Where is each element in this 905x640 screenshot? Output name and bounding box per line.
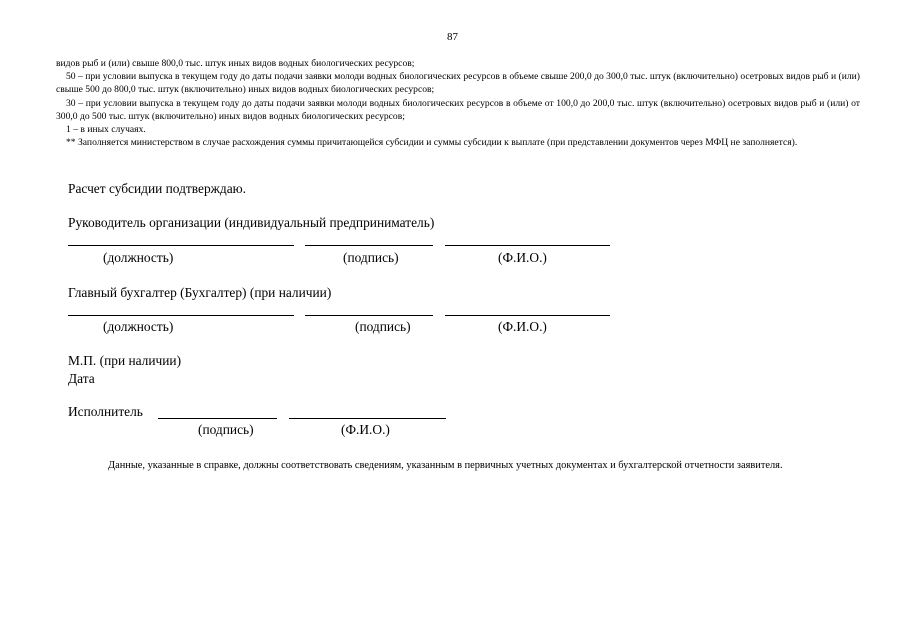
date-label: Дата (68, 371, 95, 386)
head-title: Руководитель организации (индивидуальный предприниматель) (68, 215, 435, 230)
head-name-caption: (Ф.И.О.) (498, 250, 547, 265)
note-line: 1 – в иных случаях. (66, 124, 146, 136)
accountant-position-line[interactable] (68, 315, 294, 316)
note-line: ** Заполняется министерством в случае расхождения суммы причитающейся субсидии и суммы субсидии к выплате (при представлении документов через МФЦ не заполняется). (66, 137, 798, 149)
executor-signature-caption: (подпись) (198, 422, 254, 437)
executor-name-caption: (Ф.И.О.) (341, 422, 390, 437)
confirm-statement: Расчет субсидии подтверждаю. (68, 181, 247, 196)
accountant-position-caption: (должность) (103, 319, 174, 334)
head-position-caption: (должность) (103, 250, 174, 265)
closing-note (56, 458, 826, 473)
accountant-signature-line[interactable] (305, 315, 433, 316)
head-signature-line[interactable] (305, 245, 433, 246)
head-name-line[interactable] (445, 245, 610, 246)
accountant-name-line[interactable] (445, 315, 610, 316)
note-line: видов рыб и (или) свыше 800,0 тыс. штук иных видов водных биологических ресурсов; (56, 58, 415, 69)
note-line: 30 – при условии выпуска в текущем году до даты подачи заявки молоди водных биологических ресурсов в объеме от 100,0 до 200,0 тыс. штук (включительно) осетровых видов рыб и (или) от 300,0 до 500 тыс. штук (включительно) иных видов водных биологических ресурсов; (56, 97, 860, 122)
closing-text: Данные, указанные в справке, должны соответствовать сведениям, указанным в первичных учетных документах и бухгалтерской отчетности заявителя. (108, 460, 783, 471)
accountant-title: Главный бухгалтер (Бухгалтер) (при наличии) (68, 285, 332, 300)
executor-signature-line[interactable] (158, 418, 277, 419)
executor-name-line[interactable] (289, 418, 446, 419)
head-position-line[interactable] (68, 245, 294, 246)
note-line: 50 – при условии выпуска в текущем году до даты подачи заявки молоди водных биологических ресурсов в объеме свыше 200,0 до 300,0 тыс. штук (включительно) осетровых видов рыб и (или) свыше 500 до 800,0 тыс. штук (включительно) иных видов водных биологических ресурсов; (56, 71, 860, 96)
accountant-signature-caption: (подпись) (355, 319, 411, 334)
page-number: 87 (447, 31, 458, 43)
head-signature-caption: (подпись) (343, 250, 399, 265)
executor-label: Исполнитель (68, 404, 143, 419)
footnotes (56, 57, 860, 149)
stamp-label: М.П. (при наличии) (68, 353, 182, 368)
accountant-name-caption: (Ф.И.О.) (498, 319, 547, 334)
